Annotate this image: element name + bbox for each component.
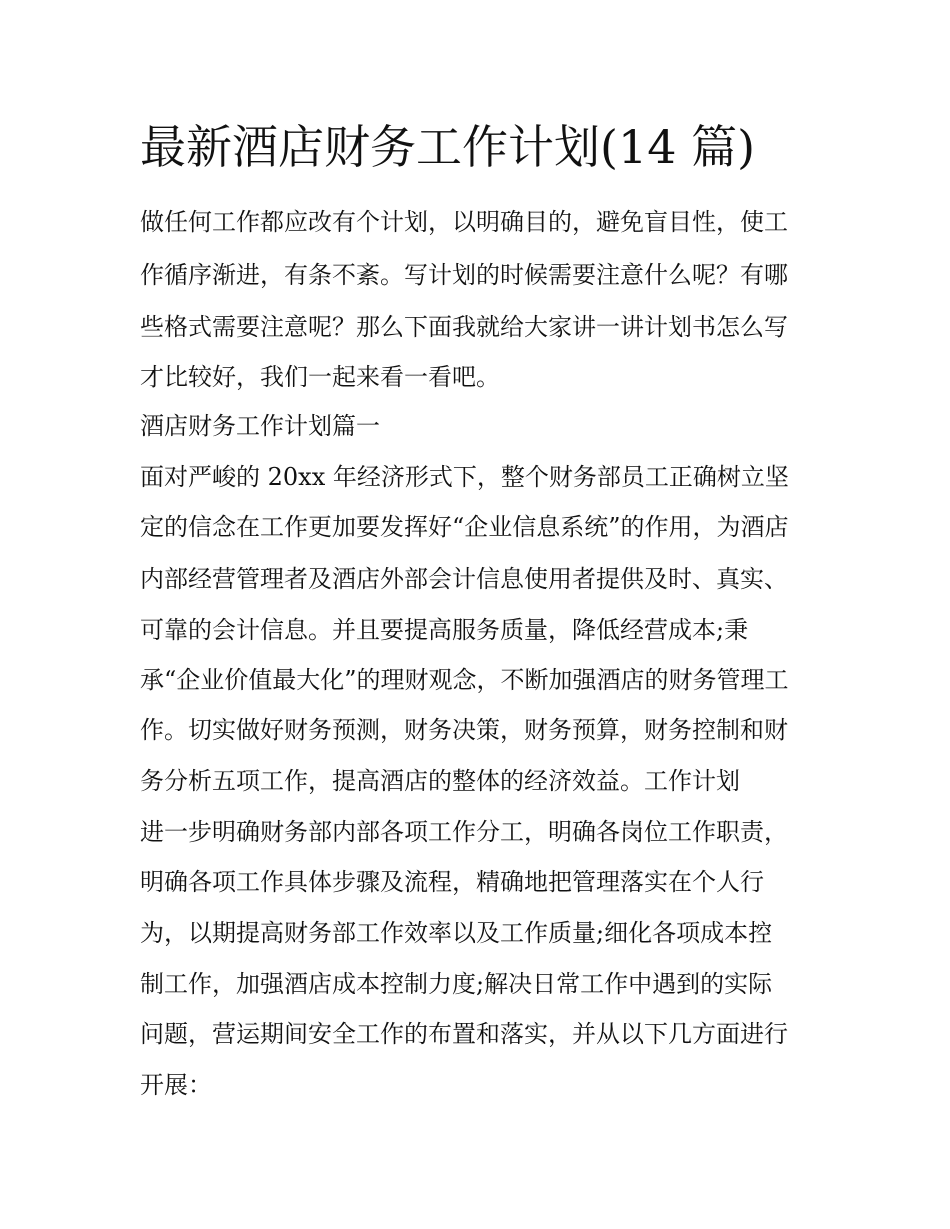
body-line-14: 明确各项工作具体步骤及流程，精确地把管理落实在个人行 — [140, 868, 764, 896]
body-line-10: 承“企业价值最大化”的理财观念，不断加强酒店的财务管理工 — [140, 666, 789, 694]
body-line-6: 面对严峻的 20xx 年经济形式下，整个财务部员工正确树立坚 — [140, 463, 789, 491]
body-line-9: 可靠的会计信息。并且要提高服务质量，降低经营成本;秉 — [140, 616, 749, 644]
body-line-15: 为，以期提高财务部工作效率以及工作质量;细化各项成本控 — [140, 919, 773, 947]
body-line-13: 进一步明确财务部内部各项工作分工，明确各岗位工作职责， — [140, 818, 788, 846]
body-line-1: 做任何工作都应改有个计划，以明确目的，避免盲目性，使工 — [140, 208, 788, 236]
document-title: 最新酒店财务工作计划(14 篇) — [140, 120, 756, 174]
body-line-18: 开展： — [140, 1071, 212, 1099]
body-line-2: 作循序渐进，有条不紊。写计划的时候需要注意什么呢？有哪 — [140, 261, 788, 289]
body-line-12: 务分析五项工作，提高酒店的整体的经济效益。工作计划 — [140, 767, 740, 795]
body-line-4: 才比较好，我们一起来看一看吧。 — [140, 363, 500, 391]
section-heading: 酒店财务工作计划篇一 — [140, 412, 380, 440]
body-line-8: 内部经营管理者及酒店外部会计信息使用者提供及时、真实、 — [140, 565, 788, 593]
body-line-11: 作。切实做好财务预测，财务决策，财务预算，财务控制和财 — [140, 716, 788, 744]
body-line-17: 问题，营运期间安全工作的布置和落实，并从以下几方面进行 — [140, 1020, 788, 1048]
body-line-3: 些格式需要注意呢？那么下面我就给大家讲一讲计划书怎么写 — [140, 313, 788, 341]
body-line-16: 制工作，加强酒店成本控制力度;解决日常工作中遇到的实际 — [140, 970, 773, 998]
body-line-7: 定的信念在工作更加要发挥好“企业信息系统”的作用，为酒店 — [140, 513, 789, 541]
